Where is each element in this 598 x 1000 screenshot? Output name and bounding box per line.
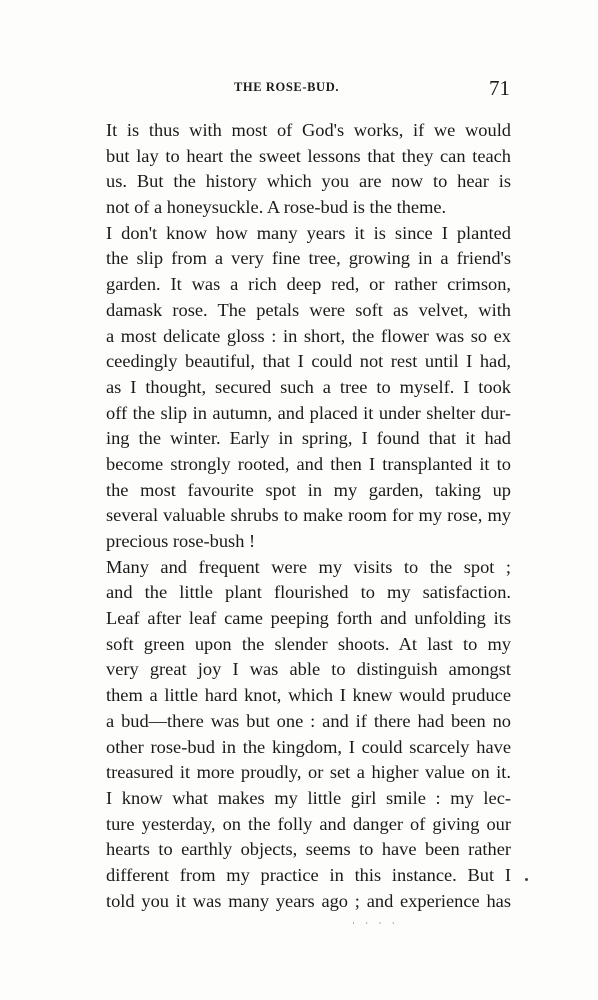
text-line: hearts to earthly objects, seems to have been rather xyxy=(106,839,511,860)
text-line: damask rose. The petals were soft as velvet, with xyxy=(106,299,511,320)
text-line: soft green upon the slender shoots. At last to my xyxy=(106,633,511,654)
text-line: treasured it more proudly, or set a higher value on it. xyxy=(106,762,511,783)
text-line: ture yesterday, on the folly and danger of giving our xyxy=(106,813,511,834)
text-line: them a little hard knot, which I knew would pruduce xyxy=(106,685,511,706)
running-head xyxy=(110,76,510,100)
print-marks: · · · · xyxy=(352,918,399,928)
body-text xyxy=(106,118,511,914)
text-line: told you it was many years ago ; and experience has xyxy=(106,890,511,911)
text-line: as I thought, secured such a tree to myself. I took xyxy=(106,376,511,397)
text-line: not of a honeysuckle. A rose-bud is the theme. xyxy=(106,197,447,218)
text-line: garden. It was a rich deep red, or rather crimson, xyxy=(106,274,511,295)
margin-speck xyxy=(525,878,528,881)
text-line: but lay to heart the sweet lessons that they can teach xyxy=(106,145,511,166)
running-title: THE ROSE-BUD. xyxy=(234,80,340,94)
text-line: us. But the history which you are now to hear is xyxy=(106,171,511,192)
text-line: different from my practice in this instance. But I xyxy=(106,864,511,885)
text-line: the slip from a very fine tree, growing in a friend's xyxy=(106,248,511,269)
text-line: become strongly rooted, and then I transplanted it to xyxy=(106,453,511,474)
text-line: the most favourite spot in my garden, taking up xyxy=(106,479,511,500)
text-line: ing the winter. Early in spring, I found that it had xyxy=(106,428,511,449)
text-line: I don't know how many years it is since I planted xyxy=(106,222,511,243)
page-number: 71 xyxy=(489,76,510,100)
text-line: Many and frequent were my visits to the spot ; xyxy=(106,556,511,577)
text-line: Leaf after leaf came peeping forth and unfolding its xyxy=(106,608,511,629)
text-line: and the little plant flourished to my satisfaction. xyxy=(106,582,511,603)
text-line: It is thus with most of God's works, if we would xyxy=(106,120,511,140)
text-line: precious rose-bush ! xyxy=(106,531,256,551)
text-line: very great joy I was able to distinguish amongst xyxy=(106,659,511,680)
text-line: off the slip in autumn, and placed it under shelter dur- xyxy=(106,402,511,423)
text-line: I know what makes my little girl smile : my lec- xyxy=(106,787,511,808)
text-line: several valuable shrubs to make room for my rose, my xyxy=(106,505,511,526)
text-line: a bud—there was but one : and if there had been no xyxy=(106,710,511,731)
text-line: other rose-bud in the kingdom, I could scarcely have xyxy=(106,736,511,757)
text-line: a most delicate gloss : in short, the flower was so ex xyxy=(106,325,511,346)
text-line: ceedingly beautiful, that I could not rest until I had, xyxy=(106,351,511,372)
